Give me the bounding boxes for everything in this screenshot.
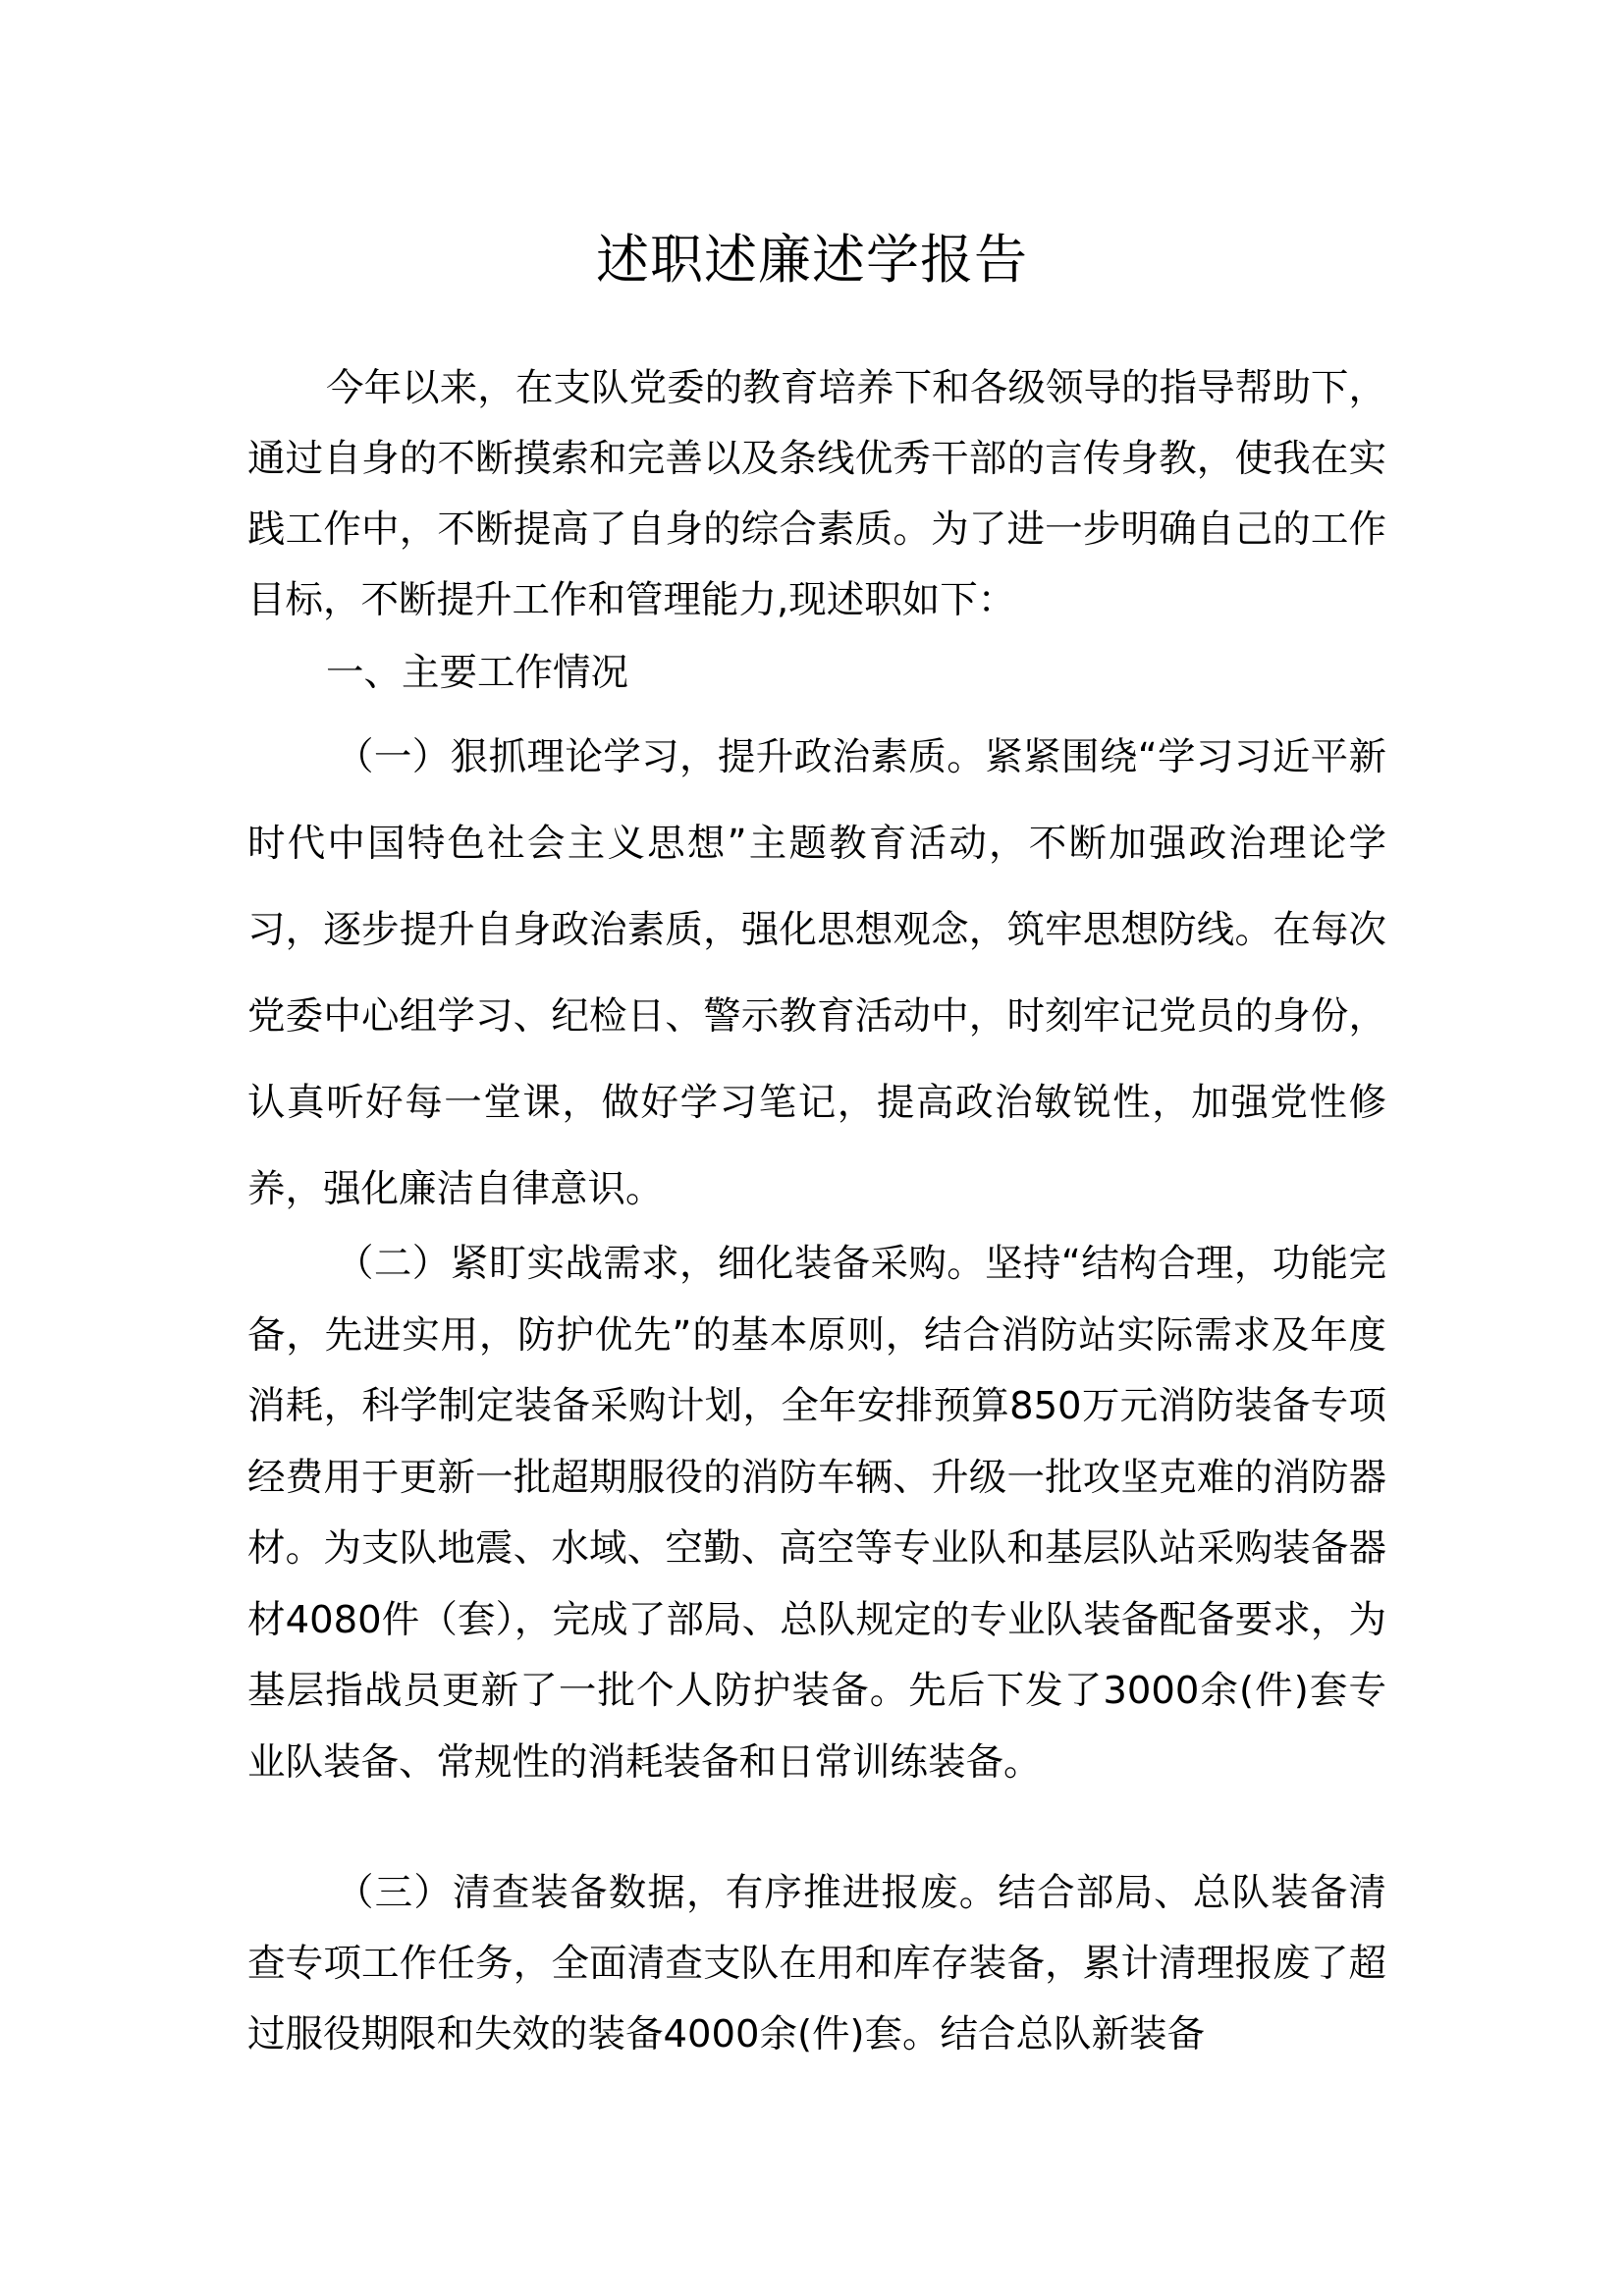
document-title: 述职述廉述学报告	[596, 229, 1028, 291]
item-3-equipment-inventory: （三）清查装备数据，有序推进报废。结合部局、总队装备清查专项工作任务，全面清查支队在用和库存装备，累计清理报废了超过服役期限和失效的装备4000余(件)套。结合总队新装备	[247, 1871, 1386, 2056]
item-1-theory-study: （一）狠抓理论学习，提升政治素质。紧紧围绕“学习习近平新时代中国特色社会主义思想”主题教育活动，不断加强政治理论学习，逐步提升自身政治素质，强化思想观念，筑牢思想防线。在每次党委中心组学习、纪检日、警示教育活动中，时刻牢记党员的身份，认真听好每一堂课，做好学习笔记，提高政治敏锐性，加强党性修养，强化廉洁自律意识。	[247, 735, 1386, 1211]
item-2-equipment-procurement: （二）紧盯实战需求，细化装备采购。坚持“结构合理，功能完备，先进实用，防护优先”的基本原则，结合消防站实际需求及年度消耗，科学制定装备采购计划，全年安排预算850万元消防装备专项经费用于更新一批超期服役的消防车辆、升级一批攻坚克难的消防器材。为支队地震、水域、空勤、高空等专业队和基层队站采购装备器材4080件（套），完成了部局、总队规定的专业队装备配备要求，为基层指战员更新了一批个人防护装备。先后下发了3000余(件)套专业队装备、常规性的消耗装备和日常训练装备。	[247, 1242, 1386, 1785]
section-heading-main-work: 一、主要工作情况	[326, 651, 629, 695]
intro-paragraph: 今年以来，在支队党委的教育培养下和各级领导的指导帮助下，通过自身的不断摸索和完善以及条线优秀干部的言传身教，使我在实践工作中，不断提高了自身的综合素质。为了进一步明确自己的工作目标，不断提升工作和管理能力,现述职如下：	[247, 366, 1386, 622]
